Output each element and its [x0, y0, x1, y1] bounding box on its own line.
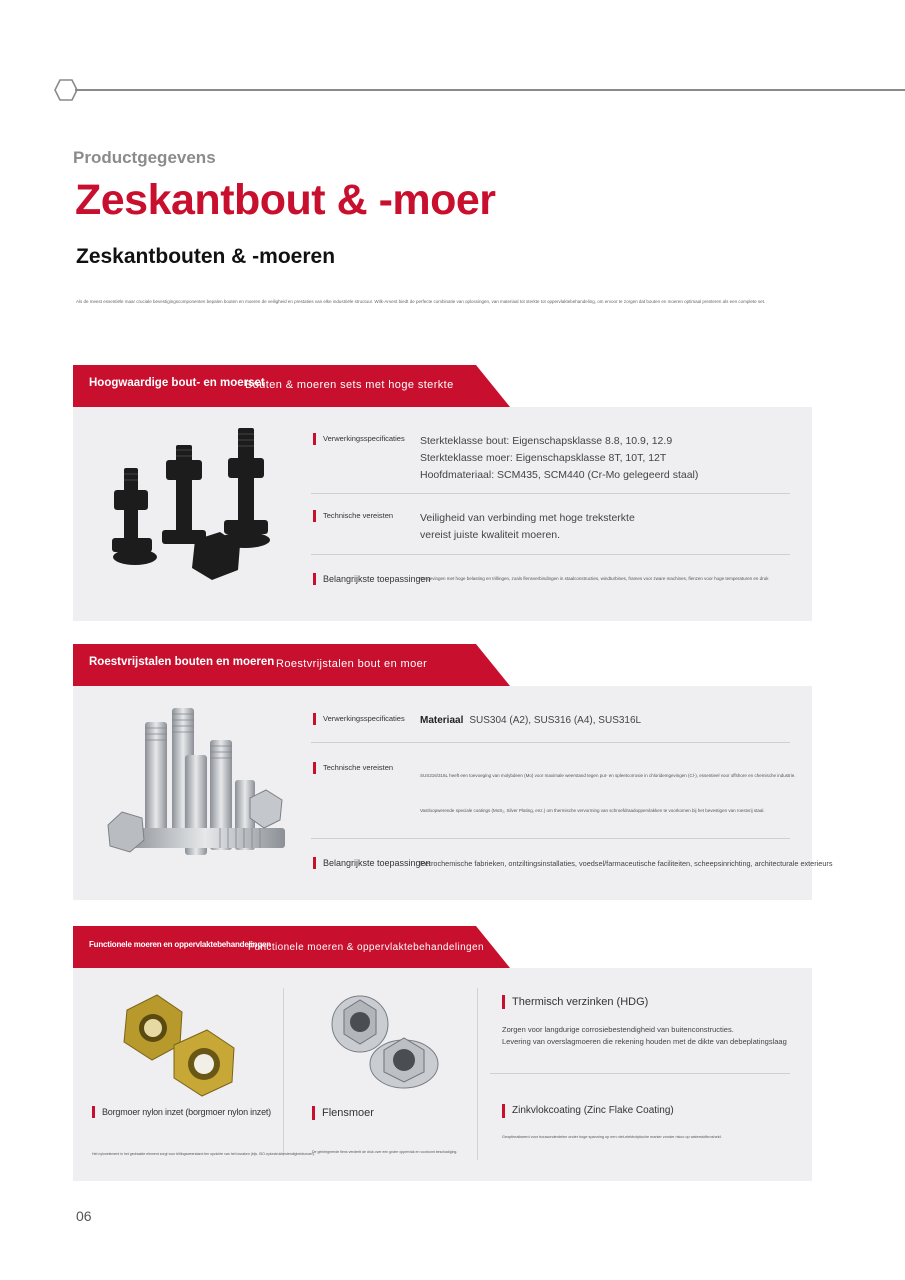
spec-text-technical-2: Vastloopwerende speciale coatings (MoS₂, Silver Plating, enz.) om thermische vervorming van schroefdraadoppervlakken te voorkomen bij het bevestigen van roestvrij staal.	[420, 808, 765, 813]
material-label: Materiaal	[420, 715, 464, 726]
page-title: Zeskantbout & -moer	[75, 176, 496, 224]
divider	[490, 1073, 790, 1074]
section3-title: Functionele moeren en oppervlaktebehandelingen	[89, 940, 271, 949]
section1-banner	[73, 365, 513, 407]
section-eyebrow: Productgegevens	[73, 148, 216, 167]
spec-label-applications: Belangrijkste toepassingen	[313, 857, 431, 869]
spec-label-technical: Technische vereisten	[313, 762, 393, 774]
spec-label-technical: Technische vereisten	[313, 510, 393, 522]
divider-vertical	[283, 988, 284, 1156]
spec-text-applications: Omgevingen met hoge belasting en trillingen, zoals flensverbindingen in staalconstructies, windturbines, frames voor zware machines, flenzen voor hoge temperaturen en druk	[420, 576, 769, 581]
divider	[311, 554, 790, 555]
treatment-title-hdg: Thermisch verzinken (HDG)	[502, 995, 648, 1009]
divider-vertical	[477, 988, 478, 1160]
spec-line: Sterkteklasse bout: Eigenschapsklasse 8.8, 10.9, 12.9	[420, 435, 673, 447]
treatment-text-hdg	[502, 1024, 787, 1048]
flange-nut-image	[322, 992, 452, 1092]
spec-text-material	[420, 712, 641, 729]
divider	[311, 838, 790, 839]
spec-label-processing: Verwerkingsspecificaties	[313, 713, 405, 725]
black-bolt-set-image	[100, 420, 285, 590]
top-rule	[75, 89, 905, 91]
intro-text: Als de meest essentiële maar cruciale bevestigingscomponenten bepalen bouten en moeren de veiligheid en prestaties van elke industriële structuur. Wilk-Arvent biedt de perfecte combinatie van oplossingen, van materiaal tot sterkte tot oppervlaktebehandeling, om ervoor te zorgen dat bouten en moeren optimaal presteren als een complete set.	[76, 299, 766, 304]
card-title-nylon-nut: Borgmoer nylon inzet (borgmoer nylon inzet)	[92, 1106, 271, 1118]
spec-text-technical	[420, 510, 635, 544]
page-number: 06	[76, 1208, 92, 1224]
spec-label-applications: Belangrijkste toepassingen	[313, 573, 431, 585]
treatment-text-zinc-flake: Geoptimaliseerd voor bouwonderdelen onder hoge spanning op een niet-elektrolytische manier zonder risico op waterstofbrosheid.	[502, 1135, 722, 1139]
spec-label-processing: Verwerkingsspecificaties	[313, 433, 405, 445]
treatment-title-zinc-flake: Zinkvlokcoating (Zinc Flake Coating)	[502, 1104, 674, 1118]
page-subtitle: Zeskantbouten & -moeren	[76, 245, 336, 268]
section1-title: Hoogwaardige bout- en moerset	[89, 377, 265, 389]
card-title-flange-nut: Flensmoer	[312, 1106, 374, 1120]
spec-line: Hoofdmateriaal: SCM435, SCM440 (Cr-Mo gelegeerd staal)	[420, 469, 699, 481]
stainless-bolts-image	[100, 700, 290, 875]
treatment-line: Levering van overslagmoeren die rekening houden met de dikte van debeplatingslaag	[502, 1037, 787, 1046]
section2-title: Roestvrijstalen bouten en moeren	[89, 656, 275, 668]
spec-line: vereist juiste kwaliteit moeren.	[420, 529, 561, 541]
spec-text-technical-1: SUS316/316L heeft een toevoeging van molybdeen (Mo) voor maximale weerstand tegen put- en spleetcorrosie in chloridemgevingen (Cl-), essentieel voor offshore en chemische industrie.	[420, 773, 796, 778]
spec-line: Veiligheid van verbinding met hoge treksterkte	[420, 512, 635, 524]
card-text-nylon-nut: Het nylonelement in het gedraaide element zorgt voor trillingsweerstand ten opzichte van het losraken (bijv. ISO-nylondrukbestendigheidsmoer).	[92, 1152, 315, 1156]
treatment-line: Zorgen voor langdurige corrosiebestendigheid van buitenconstructies.	[502, 1025, 734, 1034]
section1-subtitle: Bouten & moeren sets met hoge sterkte	[245, 379, 454, 391]
divider	[311, 493, 790, 494]
spec-line: Sterkteklasse moer: Eigenschapsklasse 8T, 10T, 12T	[420, 452, 667, 464]
section2-subtitle: Roestvrijstalen bout en moer	[276, 658, 428, 670]
nylon-lock-nut-image	[112, 990, 242, 1100]
material-value: SUS304 (A2), SUS316 (A4), SUS316L	[469, 715, 642, 726]
section3-banner	[73, 926, 513, 968]
divider	[311, 742, 790, 743]
section2-banner	[73, 644, 513, 686]
card-text-flange-nut: De geïntegreerde flens verdeelt de druk over een groter oppervlak en voorkomt beschadiging.	[312, 1150, 458, 1154]
section3-subtitle: Functionele moeren & oppervlaktebehandelingen	[248, 942, 484, 953]
spec-text-processing	[420, 433, 698, 484]
spec-text-applications: Petrochemische fabrieken, ontziltingsinstallaties, voedsel/farmaceutische faciliteiten, scheepsinrichting, architecturale exterieurs	[420, 859, 833, 868]
